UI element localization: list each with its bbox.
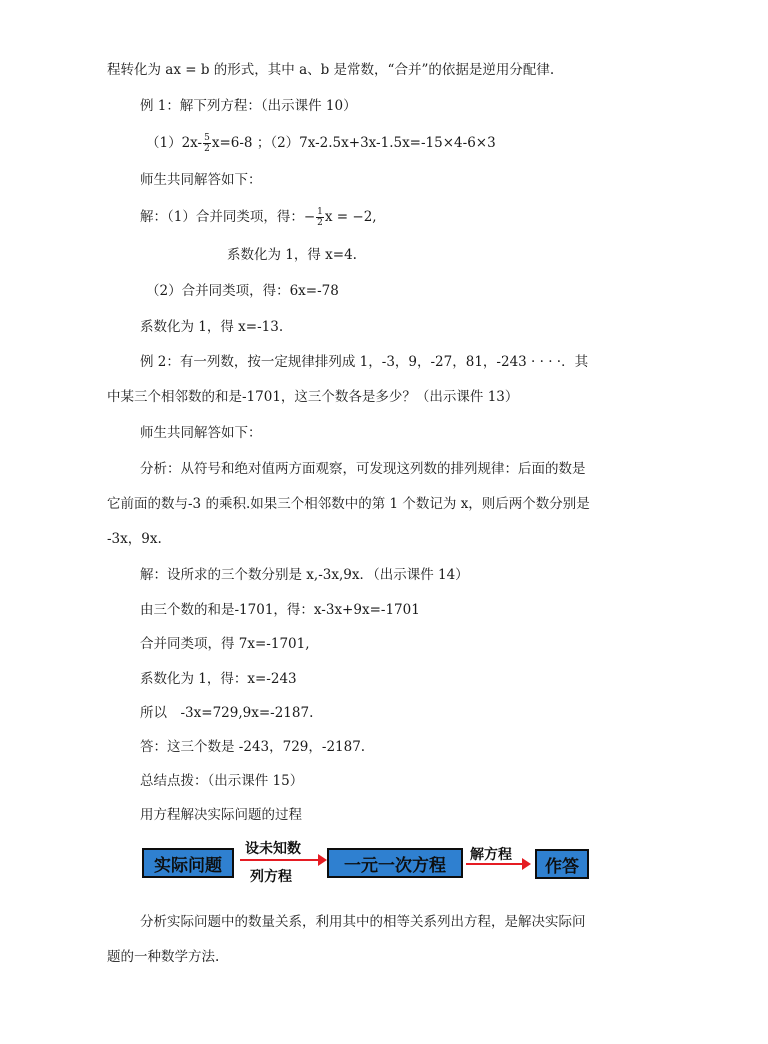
analysis-line: 分析：从符号和绝对值两方面观察，可发现这列数的排列规律：后面的数是	[140, 461, 586, 477]
solution-line: 系数化为 1，得 x=-13.	[140, 319, 284, 335]
solution-line: 由三个数的和是-1701，得：x-3x+9x=-1701	[140, 602, 420, 618]
flow-arrow-2	[466, 863, 524, 865]
fraction: $\frac{1}{2}$	[317, 207, 323, 228]
flow-arrow-1	[240, 859, 320, 861]
paragraph-line: 师生共同解答如下：	[140, 425, 262, 441]
conclusion-line: 题的一种数学方法.	[107, 949, 220, 965]
solution-line: 所以 -3x=729,9x=-2187.	[140, 705, 314, 721]
flow-box-answer: 作答	[535, 849, 589, 879]
solution-line: 系数化为 1，得：x=-243	[140, 671, 297, 687]
flow-label-write-equation: 列方程	[250, 869, 292, 885]
solution-line: 系数化为 1，得 x=4.	[227, 247, 357, 263]
conclusion-line: 分析实际问题中的数量关系，利用其中的相等关系列出方程，是解决实际问	[140, 914, 586, 930]
flow-label-set-unknown: 设未知数	[245, 841, 301, 857]
example-1-heading: 例 1：解下列方程：（出示课件 10）	[140, 98, 357, 114]
example-2-heading: 例 2：有一列数，按一定规律排列成 1，-3，9，-27，81，-243 · · · ·．其	[140, 354, 589, 370]
paragraph-line: 师生共同解答如下：	[140, 172, 262, 188]
flow-label-solve-equation: 解方程	[470, 847, 512, 863]
fraction: $\frac{5}{2}$	[204, 133, 210, 154]
paragraph-line: 程转化为 ax = b 的形式，其中 a、b 是常数，“合并”的依据是逆用分配律.	[107, 62, 555, 78]
solution-line: 合并同类项，得 7x=-1701,	[140, 636, 310, 652]
solution-line: 解：设所求的三个数分别是 x,-3x,9x．（出示课件 14）	[140, 567, 469, 583]
summary-heading: 总结点拨：（出示课件 15）	[140, 773, 304, 789]
solution-line: 解：（1）合并同类项，得：− $\frac{1}{2}$ x = −2,	[140, 207, 377, 228]
flow-box-linear-equation: 一元一次方程	[327, 848, 463, 878]
flow-box-real-problem: 实际问题	[142, 848, 234, 878]
solution-line: （2）合并同类项，得：6x=-78	[146, 283, 339, 299]
flow-title: 用方程解决实际问题的过程	[140, 807, 302, 823]
analysis-line: 它前面的数与-3 的乘积.如果三个相邻数中的第 1 个数记为 x，则后两个数分别是	[107, 496, 590, 512]
analysis-line: -3x，9x.	[107, 531, 162, 547]
equation-line: （1）2x- $\frac{5}{2}$ x=6-8 ；（2）7x-2.5x+3x-1.5x=-15×4-6×3	[146, 133, 496, 154]
answer-line: 答：这三个数是 -243，729，-2187.	[140, 739, 366, 755]
paragraph-line: 中某三个相邻数的和是-1701，这三个数各是多少？（出示课件 13）	[107, 389, 519, 405]
